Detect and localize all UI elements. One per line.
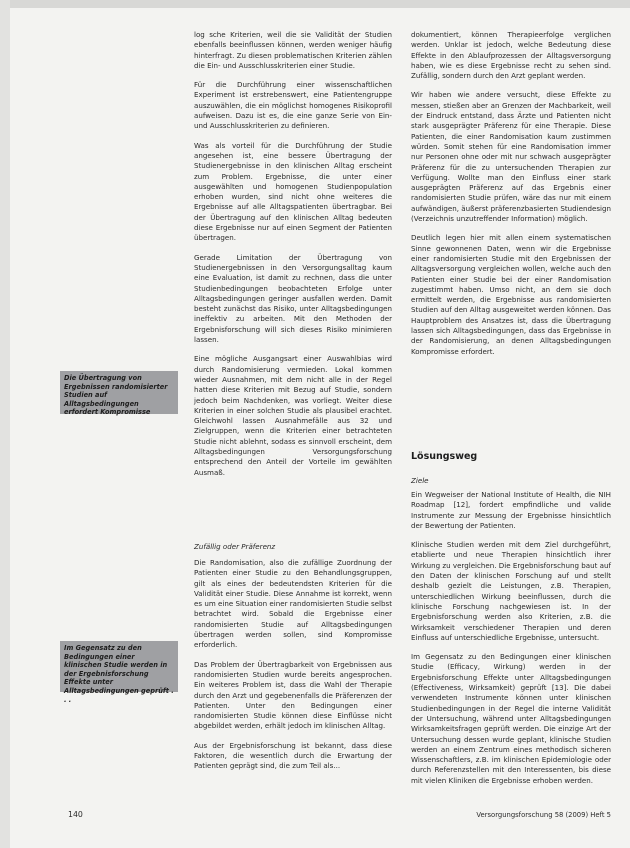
sidebar-callout-2: Im Gegensatz zu den Bedingungen einer klinischen Studie werden in der Ergebnisforschung Effekte unter Alltagsbedingungen geprüft . . . [60, 641, 178, 692]
paragraph: log sche Kriterien, weil die sie Validität der Studien ebenfalls beeinflussen können, werden weniger häufig hinterfragt. Zu diesen problematischen Kriterien zählen die Ein- und Ausschlusskriterien einer Studie. [194, 30, 392, 70]
paragraph: Klinische Studien werden mit dem Ziel durchgeführt, etablierte und neue Therapien hinsichtlich ihrer Wirkung zu vergleichen. Die Ergebnisforschung baut auf den Daten der klinischen Forschung auf und stellt deshalb gezielt die Leistungen, z.B. Therapien, unterschiedlichen Wirkung beeinflussen, durch die klinische Forschung nachgewiesen ist. In der Ergebnisforschung werden also Kriterien, z.B. die Wirksamkeit verschiedener Therapien und deren Einfluss auf unterschiedliche Ergebnisse, untersucht. [411, 540, 611, 642]
scan-edge-top [0, 0, 630, 8]
paragraph: Das Problem der Übertragbarkeit von Ergebnissen aus randomisierten Studien wurde bereits angesprochen. Ein weiteres Problem ist, dass die Wahl der Therapie durch den Arzt und gegebenenfalls die Präferenzen der Patienten. Unter den Bedingungen einer randomisierten Studie können diese Einflüsse nicht abgebildet werden, erhält jedoch im klinischen Alltag. [194, 659, 392, 731]
paragraph: Für die Durchführung einer wissenschaftlichen Experiment ist erstrebenswert, eine Patientengruppe auszuwählen, die ein möglichst homogenes Risikoprofil aufweisen. Dazu ist es, die eine ganze Serie von Ein- und Ausschlusskriterien zu definieren. [194, 80, 392, 131]
paragraph: Was als vorteil für die Durchführung der Studie angesehen ist, eine bessere Übertragung der Studienergebnisse in den klinischen Alltag erscheint zum Problem. Ergebnisse, die unter einer ausgewählten und homogenen Studienpopulation erhoben wurden, sind nicht ohne weiteres die Ergebnisse auf alle Alltagspatienten übertragbar. Bei der Übertragung auf den klinischen Alltag bedeuten diese Ergebnisse nur auf einen Segment der Patienten übertragen. [194, 140, 392, 243]
paragraph: dokumentiert, können Therapieerfolge verglichen werden. Unklar ist jedoch, welche Bedeutung diese Effekte in den Ablaufprozessen der Alltagsversorgung haben, wie es diese Ergebnisse recht zu sehen sind. Zufällig, sondern durch den Arzt geplant werden. [411, 30, 611, 81]
subheading-ziele: Ziele [411, 476, 429, 485]
section-heading: Lösungsweg [411, 451, 478, 462]
column-left-bottom [194, 558, 392, 781]
paragraph: Gerade Limitation der Übertragung von Studienergebnissen in den Versorgungsalltag kaum eine Evaluation, ist damit zu rechnen, dass die unter Studienbedingungen beobachteten Erfolge unter Alltagsbedingungen geringer ausfallen werden. Damit besteht zunächst das Risiko, unter Alltagsbedingungen ineffektiv zu arbeiten. Mit den Methoden der Ergebnisforschung will sich dieses Risiko minimieren lassen. [194, 252, 392, 345]
scan-edge-left [0, 0, 10, 848]
column-left-top [194, 30, 392, 487]
column-right-bottom [411, 490, 611, 795]
paragraph: Die Randomisation, also die zufällige Zuordnung der Patienten einer Studie zu den Behandlungsgruppen, gilt als eines der bedeutendsten Kriterien für die Validität einer Studie. Diese Annahme ist korrekt, wenn es um eine Situation einer randomisierten Studie selbst betrachtet wird. Sobald die Ergebnisse einer randomisierten Studie auf Alltagsbedingungen übertragen werden sollen, sind Kompromisse erforderlich. [194, 558, 392, 650]
paragraph: Eine mögliche Ausgangsart einer Auswahlbias wird durch Randomisierung vermieden. Lokal kommen wieder Ausnahmen, mit dem nicht alle in der Regel hatten diese Kriterien mit Bezug auf Studie, sondern jedoch beim Nachdenken, was vorliegt. Weiter diese Kriterien in einer solchen Studie als plausibel erachtet. Gleichwohl lassen Ausnahmefälle aus 32 und Zielgruppen, wenn die Kriterien einer betrachteten Studie nicht ablehnt, sodass es sinnvoll erscheint, dem Alltagsbedingungen Versorgungsforschung entsprechend den Anteil der Vorteile im gewählten Ausmaß. [194, 354, 392, 477]
journal-footer: Versorgungsforschung 58 (2009) Heft 5 [476, 811, 611, 819]
paragraph: Im Gegensatz zu den Bedingungen einer klinischen Studie (Efficacy, Wirkung) werden in der Ergebnisforschung Effekte unter Alltagsbedingungen (Effectiveness, Wirksamkeit) geprüft [13]. Die dabei verwendeten Instrumente können unter klinischen Studienbedingungen in der Regel die interne Validität der Untersuchung, während unter Alltagsbedingungen Wirksamkeitsfragen geprüft werden. Die einzige Art der Untersuchung dessen wurde geplant, klinische Studien werden an einem Zentrum eines methodisch sicheren Wissenschaftlers, z.B. im klinischen Epidemiologie oder durch Referenzstellen mit den Interessenten, bis diese mit vielen Kliniken die Ergebnisse erhoben werden. [411, 652, 611, 785]
page-number: 140 [68, 810, 83, 819]
column-right-top [411, 30, 611, 366]
paragraph: Deutlich legen hier mit allen einem systematischen Sinne gewonnenen Daten, wenn wir die Ergebnisse einer randomisierten Studie mit den Ergebnissen der Alltagsversorgung vergleichen wollen, welche auch den Patienten einer Studie bei der einer Randomisation zugestimmt haben. Umso nicht, an dem sie doch ermittelt werden, die Ergebnisse aus randomisierten Studien auf den Alltag ausgeweitet werden können. Das Hauptproblem des Ansatzes ist, dass die Übertragung lassen sich Alltagsbedingungen, dass das Ergebnisse in der Randomisierung, an denen Alltagsbedingungen Kompromisse erfordert. [411, 233, 611, 356]
subheading-zufaellig: Zufällig oder Präferenz [194, 542, 276, 551]
paragraph: Ein Wegweiser der National Institute of Health, die NIH Roadmap [12], fordert empfindliche und valide Instrumente zur Messung der Ergebnisse hinsichtlich der Bewertung der Patienten. [411, 490, 611, 530]
paragraph: Wir haben wie andere versucht, diese Effekte zu messen, stießen aber an Grenzen der Machbarkeit, weil der Eindruck entstand, dass Ärzte und Patienten nicht stark ausgeprägter Präferenz für eine Therapie. Diese Patienten, die einer Randomisation kaum zustimmen würden. Somit stehen für eine Randomisation immer nur Personen ohne oder mit nur schwach ausgeprägter Präferenz für die zu untersuchenden Therapien zur Verfügung. Wollte man den Einfluss einer stark ausgeprägten Präferenz auf das Ergebnis einer randomisierten Studie prüfen, wäre das nur mit einem aufwändigen, äußerst präferenzbasierten Studiendesign (Verzeichnis unzutreffender Information) möglich. [411, 90, 611, 224]
paragraph: Aus der Ergebnisforschung ist bekannt, dass diese Faktoren, die wesentlich durch die Erwartung der Patienten geprägt sind, die zum Teil als... [194, 740, 392, 771]
sidebar-callout-1: Die Übertragung von Ergebnissen randomisierter Studien auf Alltagsbedingungen erfordert Kompromisse [60, 371, 178, 414]
